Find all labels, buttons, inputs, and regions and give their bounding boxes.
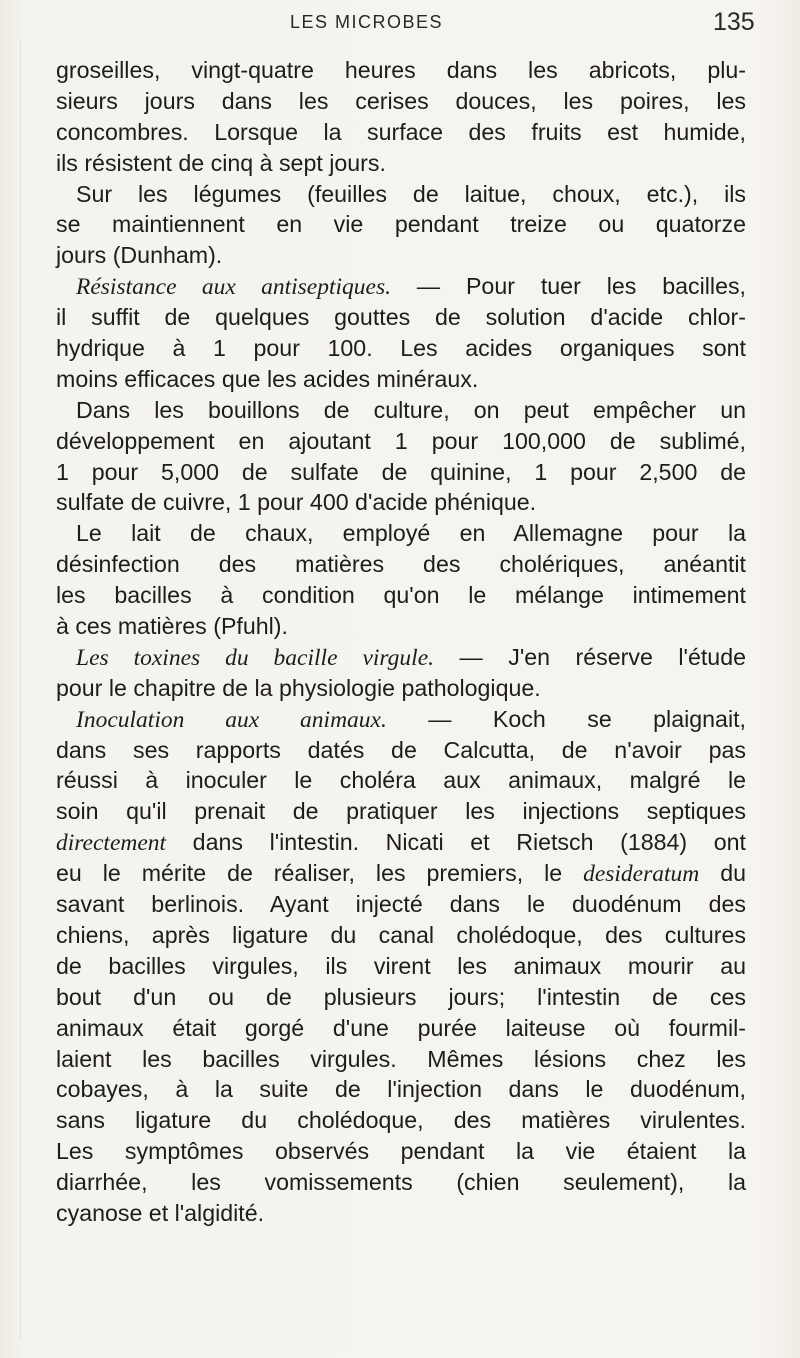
body-text (56, 55, 746, 1229)
text-line: ils résistent de cinq à sept jours. (56, 149, 386, 176)
text-line (56, 858, 746, 889)
text-line: à ces matières (Pfuhl). (56, 613, 288, 640)
text-line: bout d'un ou de plusieurs jours; l'intestin de ces (56, 983, 746, 1010)
text-line: sans ligature du cholédoque, des matières virulentes. (56, 1107, 746, 1134)
text-line: concombres. Lorsque la surface des fruits est humide, (56, 118, 746, 145)
text-line (56, 271, 746, 302)
page-number: 135 (713, 8, 755, 36)
page-gutter-shadow (20, 40, 21, 1340)
section-heading-italic: Résistance aux antiseptiques. (76, 274, 391, 301)
text-line: désinfection des matières des cholériques, anéantit (56, 551, 746, 578)
text-line: jours (Dunham). (56, 242, 223, 269)
running-title: LES MICROBES (290, 12, 444, 32)
text-line: cobayes, à la suite de l'injection dans le duodénum, (56, 1076, 746, 1103)
text-line: hydrique à 1 pour 100. Les acides organiques sont (56, 335, 746, 362)
text-line: moins efficaces que les acides minéraux. (56, 365, 479, 392)
text-run: — Koch se plaignait, (386, 705, 746, 732)
text-line: réussi à inoculer le choléra aux animaux, malgré le (56, 767, 746, 794)
text-line: laient les bacilles virgules. Mêmes lésions chez les (56, 1045, 746, 1072)
text-line: les bacilles à condition qu'on le mélange intimement (56, 582, 746, 609)
text-line: Les symptômes observés pendant la vie étaient la (56, 1138, 746, 1165)
text-line: sieurs jours dans les cerises douces, les poires, les (56, 87, 746, 114)
text-line: savant berlinois. Ayant injecté dans le duodénum des (56, 891, 746, 918)
text-line: 1 pour 5,000 de sulfate de quinine, 1 pour 2,500 de (56, 458, 746, 485)
text-line: cyanose et l'algidité. (56, 1199, 265, 1226)
italic-word: directement (56, 830, 167, 857)
text-line: sulfate de cuivre, 1 pour 400 d'acide phénique. (56, 489, 537, 516)
text-run: eu le mérite de réaliser, les premiers, le (56, 860, 584, 887)
text-line: groseilles, vingt-quatre heures dans les abricots, plu- (56, 57, 746, 83)
text-run: dans l'intestin. Nicati et Rietsch (1884) ont (166, 829, 746, 856)
page-header (0, 8, 800, 48)
section-heading-italic: Inoculation aux animaux. (76, 706, 387, 733)
text-line (56, 642, 746, 673)
text-line: Le lait de chaux, employé en Allemagne pour la (76, 520, 746, 547)
text-run: du (699, 860, 746, 887)
text-line: Dans les bouillons de culture, on peut empêcher un (76, 396, 746, 423)
text-line: chiens, après ligature du canal cholédoque, des cultures (56, 921, 746, 948)
text-line: se maintiennent en vie pendant treize ou quatorze (56, 211, 746, 238)
italic-word: desideratum (583, 861, 700, 888)
text-line: de bacilles virgules, ils virent les animaux mourir au (56, 952, 746, 979)
text-line: développement en ajoutant 1 pour 100,000 de sublimé, (56, 427, 746, 454)
section-heading-italic: Les toxines du bacille virgule. (76, 644, 435, 671)
text-line: animaux était gorgé d'une purée laiteuse où fourmil- (56, 1014, 746, 1041)
text-line (56, 704, 746, 735)
text-line: diarrhée, les vomissements (chien seulement), la (56, 1169, 746, 1196)
text-line: pour le chapitre de la physiologie pathologique. (56, 674, 541, 701)
text-run: — J'en réserve l'étude (434, 643, 746, 670)
text-line: dans ses rapports datés de Calcutta, de n'avoir pas (56, 736, 746, 763)
text-line: il suffit de quelques gouttes de solution d'acide chlor- (56, 304, 746, 331)
text-line: Sur les légumes (feuilles de laitue, choux, etc.), ils (76, 180, 746, 207)
text-run: — Pour tuer les bacilles, (390, 273, 746, 300)
text-line (56, 827, 746, 858)
text-line: soin qu'il prenait de pratiquer les injections septiques (56, 798, 746, 825)
